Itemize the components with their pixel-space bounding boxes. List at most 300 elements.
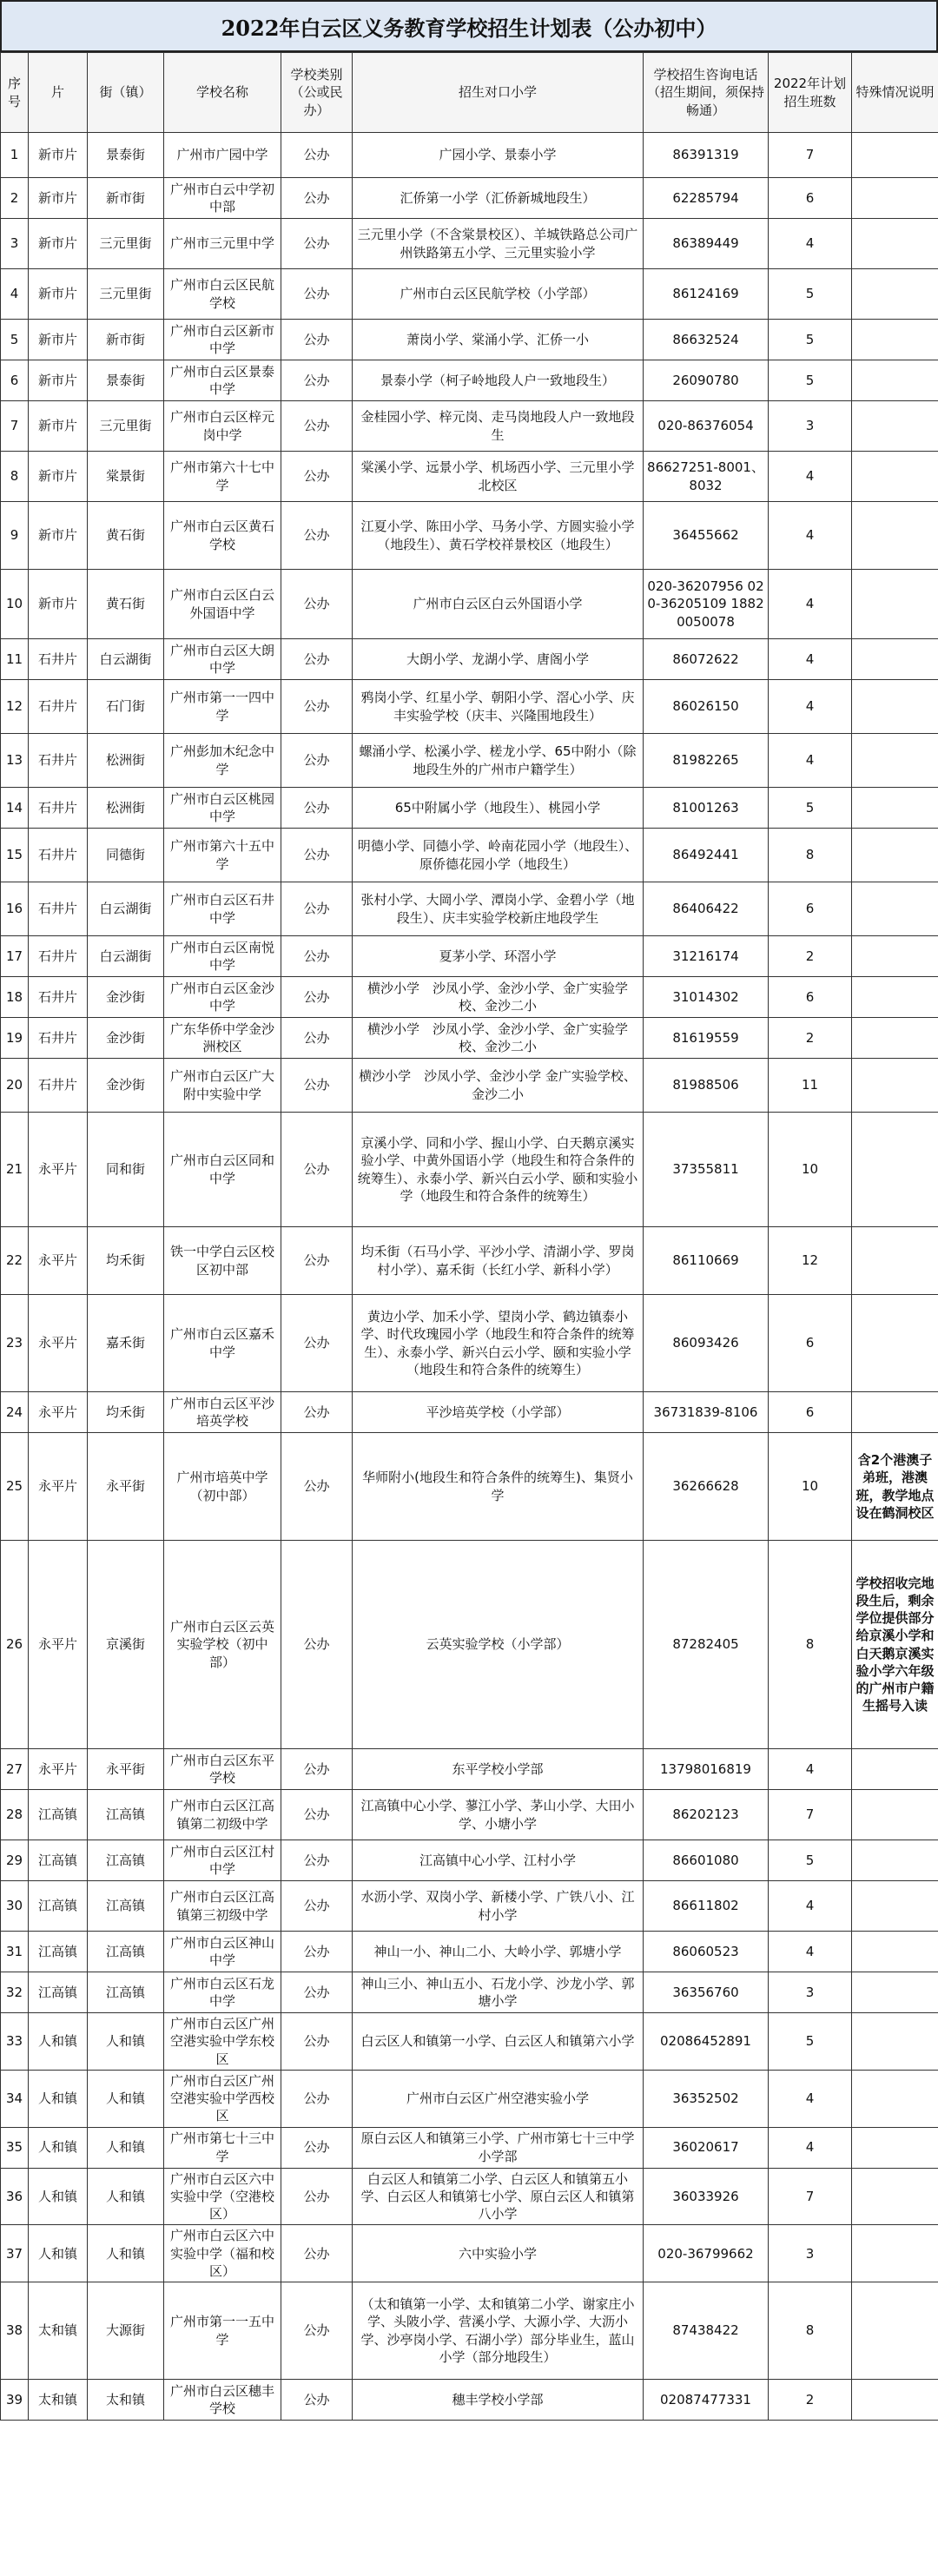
cell-primary: 景泰小学（柯子岭地段人户一致地段生）	[353, 360, 644, 401]
cell-jie: 三元里街	[88, 219, 164, 269]
cell-classes: 4	[769, 680, 852, 734]
cell-classes: 3	[769, 401, 852, 452]
cell-phone: 31216174	[644, 936, 769, 977]
cell-primary: 汇侨第一小学（汇侨新城地段生）	[353, 178, 644, 219]
cell-no: 8	[1, 452, 29, 502]
table-row	[1, 2380, 938, 2421]
cell-jie: 新市街	[88, 178, 164, 219]
cell-primary: 夏茅小学、环滘小学	[353, 936, 644, 977]
cell-primary: 三元里小学（不含棠景校区）、羊城铁路总公司广州铁路第五小学、三元里实验小学	[353, 219, 644, 269]
cell-jie: 人和镇	[88, 2013, 164, 2071]
title-bar	[0, 0, 938, 52]
cell-phone: 36266628	[644, 1433, 769, 1541]
cell-primary: 棠溪小学、远景小学、机场西小学、三元里小学北校区	[353, 452, 644, 502]
cell-pian: 石井片	[29, 829, 88, 882]
cell-type: 公办	[281, 1790, 353, 1840]
cell-jie: 新市街	[88, 320, 164, 360]
header-pian: 片	[29, 53, 88, 133]
cell-pian: 石井片	[29, 734, 88, 788]
cell-type: 公办	[281, 2013, 353, 2071]
cell-phone: 86611802	[644, 1881, 769, 1932]
cell-pian: 石井片	[29, 936, 88, 977]
table-row	[1, 570, 938, 639]
cell-type: 公办	[281, 452, 353, 502]
cell-phone: 86406422	[644, 882, 769, 936]
cell-jie: 江高镇	[88, 1932, 164, 1972]
cell-school: 广州市第一一五中学	[164, 2282, 281, 2380]
table-row	[1, 1932, 938, 1972]
cell-classes: 6	[769, 1392, 852, 1433]
cell-no: 22	[1, 1227, 29, 1295]
cell-school: 广州市第六十五中学	[164, 829, 281, 882]
cell-school: 广州市第七十三中学	[164, 2127, 281, 2168]
cell-note	[852, 2070, 938, 2127]
cell-school: 广州市广园中学	[164, 133, 281, 178]
cell-no: 25	[1, 1433, 29, 1541]
cell-classes: 2	[769, 1018, 852, 1059]
cell-school: 广州市白云区穗丰学校	[164, 2380, 281, 2421]
cell-pian: 新市片	[29, 219, 88, 269]
cell-primary: 均禾街（石马小学、平沙小学、清湖小学、罗岗村小学）、嘉禾街（长红小学、新科小学）	[353, 1227, 644, 1295]
cell-note	[852, 639, 938, 680]
cell-no: 13	[1, 734, 29, 788]
cell-classes: 8	[769, 829, 852, 882]
cell-type: 公办	[281, 1881, 353, 1932]
cell-type: 公办	[281, 1059, 353, 1113]
cell-note	[852, 1113, 938, 1227]
cell-type: 公办	[281, 1840, 353, 1881]
cell-phone: 36731839-8106	[644, 1392, 769, 1433]
cell-type: 公办	[281, 1541, 353, 1749]
cell-classes: 3	[769, 2225, 852, 2282]
cell-jie: 景泰街	[88, 133, 164, 178]
cell-jie: 松洲街	[88, 734, 164, 788]
cell-type: 公办	[281, 1749, 353, 1790]
cell-phone: 31014302	[644, 977, 769, 1018]
cell-primary: 江高镇中心小学、江村小学	[353, 1840, 644, 1881]
cell-pian: 新市片	[29, 502, 88, 570]
table-row	[1, 1018, 938, 1059]
cell-type: 公办	[281, 502, 353, 570]
cell-type: 公办	[281, 320, 353, 360]
cell-classes: 3	[769, 1972, 852, 2013]
table-row	[1, 320, 938, 360]
cell-phone: 020-86376054	[644, 401, 769, 452]
cell-no: 28	[1, 1790, 29, 1840]
cell-classes: 4	[769, 1932, 852, 1972]
cell-pian: 石井片	[29, 639, 88, 680]
cell-phone: 86072622	[644, 639, 769, 680]
cell-type: 公办	[281, 2380, 353, 2421]
cell-primary: 黄边小学、加禾小学、望岗小学、鹤边镇泰小学、时代玫瑰园小学（地段生和符合条件的统筹生）、永泰小学、新兴白云小学、颐和实验小学（地段生和符合条件的统筹生）	[353, 1295, 644, 1392]
cell-note	[852, 2282, 938, 2380]
cell-no: 29	[1, 1840, 29, 1881]
cell-phone: 86389449	[644, 219, 769, 269]
cell-no: 31	[1, 1932, 29, 1972]
cell-pian: 太和镇	[29, 2282, 88, 2380]
table-header-row	[1, 53, 938, 133]
cell-pian: 新市片	[29, 452, 88, 502]
cell-school: 广州市白云区大朗中学	[164, 639, 281, 680]
cell-pian: 石井片	[29, 1018, 88, 1059]
header-jie: 街（镇）	[88, 53, 164, 133]
table-row	[1, 178, 938, 219]
header-type: 学校类别（公或民办）	[281, 53, 353, 133]
table-row	[1, 1295, 938, 1392]
cell-classes: 4	[769, 570, 852, 639]
cell-note	[852, 829, 938, 882]
cell-pian: 人和镇	[29, 2013, 88, 2071]
cell-jie: 人和镇	[88, 2127, 164, 2168]
cell-classes: 4	[769, 2127, 852, 2168]
cell-no: 38	[1, 2282, 29, 2380]
cell-jie: 江高镇	[88, 1840, 164, 1881]
cell-school: 广州市白云区桃园中学	[164, 788, 281, 829]
header-note: 特殊情况说明	[852, 53, 938, 133]
cell-primary: 横沙小学 沙凤小学、金沙小学、金广实验学校、金沙二小	[353, 977, 644, 1018]
cell-note	[852, 1881, 938, 1932]
cell-school: 广州市白云区南悦中学	[164, 936, 281, 977]
cell-classes: 8	[769, 1541, 852, 1749]
cell-no: 18	[1, 977, 29, 1018]
cell-phone: 86627251-8001、8032	[644, 452, 769, 502]
cell-note	[852, 788, 938, 829]
cell-no: 4	[1, 269, 29, 320]
table-row	[1, 1541, 938, 1749]
cell-note	[852, 1749, 938, 1790]
cell-phone: 26090780	[644, 360, 769, 401]
cell-type: 公办	[281, 639, 353, 680]
cell-phone: 36356760	[644, 1972, 769, 2013]
cell-jie: 黄石街	[88, 502, 164, 570]
cell-no: 34	[1, 2070, 29, 2127]
cell-primary: 广州市白云区民航学校（小学部）	[353, 269, 644, 320]
cell-school: 广州彭加木纪念中学	[164, 734, 281, 788]
table-row	[1, 2127, 938, 2168]
table-row	[1, 219, 938, 269]
cell-school: 广州市白云区景泰中学	[164, 360, 281, 401]
cell-phone: 13798016819	[644, 1749, 769, 1790]
table-row	[1, 680, 938, 734]
cell-pian: 江高镇	[29, 1790, 88, 1840]
cell-school: 广州市白云区民航学校	[164, 269, 281, 320]
cell-jie: 同和街	[88, 1113, 164, 1227]
cell-no: 15	[1, 829, 29, 882]
cell-pian: 江高镇	[29, 1932, 88, 1972]
cell-note	[852, 1059, 938, 1113]
table-row	[1, 452, 938, 502]
cell-phone: 86093426	[644, 1295, 769, 1392]
cell-note	[852, 2127, 938, 2168]
cell-type: 公办	[281, 977, 353, 1018]
cell-no: 9	[1, 502, 29, 570]
cell-note	[852, 570, 938, 639]
header-primary: 招生对口小学	[353, 53, 644, 133]
cell-school: 广州市白云区新市中学	[164, 320, 281, 360]
cell-no: 5	[1, 320, 29, 360]
cell-type: 公办	[281, 360, 353, 401]
cell-classes: 2	[769, 2380, 852, 2421]
table-row	[1, 977, 938, 1018]
cell-primary: 穗丰学校小学部	[353, 2380, 644, 2421]
cell-jie: 白云湖街	[88, 936, 164, 977]
cell-type: 公办	[281, 1295, 353, 1392]
cell-school: 广州市白云区石龙中学	[164, 1972, 281, 2013]
cell-primary: 金桂园小学、梓元岗、走马岗地段人户一致地段生	[353, 401, 644, 452]
cell-jie: 嘉禾街	[88, 1295, 164, 1392]
cell-primary: 萧岗小学、棠涌小学、汇侨一小	[353, 320, 644, 360]
cell-pian: 新市片	[29, 570, 88, 639]
cell-school: 广州市白云区白云外国语中学	[164, 570, 281, 639]
cell-note	[852, 2168, 938, 2225]
cell-classes: 7	[769, 2168, 852, 2225]
cell-note	[852, 502, 938, 570]
cell-jie: 人和镇	[88, 2070, 164, 2127]
cell-primary: 横沙小学 沙凤小学、金沙小学、金广实验学校、金沙二小	[353, 1018, 644, 1059]
cell-pian: 石井片	[29, 977, 88, 1018]
cell-primary: 螺涌小学、松溪小学、槎龙小学、65中附小（除地段生外的广州市户籍学生）	[353, 734, 644, 788]
cell-primary: 东平学校小学部	[353, 1749, 644, 1790]
cell-pian: 新市片	[29, 269, 88, 320]
cell-pian: 人和镇	[29, 2168, 88, 2225]
cell-pian: 永平片	[29, 1295, 88, 1392]
cell-note	[852, 1227, 938, 1295]
cell-note	[852, 452, 938, 502]
cell-jie: 永平街	[88, 1749, 164, 1790]
cell-primary: 白云区人和镇第一小学、白云区人和镇第六小学	[353, 2013, 644, 2071]
cell-primary: 平沙培英学校（小学部）	[353, 1392, 644, 1433]
cell-no: 7	[1, 401, 29, 452]
cell-no: 23	[1, 1295, 29, 1392]
cell-school: 广州市白云区同和中学	[164, 1113, 281, 1227]
cell-pian: 新市片	[29, 178, 88, 219]
cell-primary: 江夏小学、陈田小学、马务小学、方圆实验小学（地段生）、黄石学校祥景校区（地段生）	[353, 502, 644, 570]
cell-primary: 水沥小学、双岗小学、新楼小学、广铁八小、江村小学	[353, 1881, 644, 1932]
cell-classes: 5	[769, 360, 852, 401]
table-row	[1, 1059, 938, 1113]
cell-phone: 86632524	[644, 320, 769, 360]
cell-jie: 人和镇	[88, 2225, 164, 2282]
cell-pian: 江高镇	[29, 1972, 88, 2013]
cell-type: 公办	[281, 133, 353, 178]
cell-phone: 86124169	[644, 269, 769, 320]
cell-no: 3	[1, 219, 29, 269]
cell-primary: 65中附属小学（地段生）、桃园小学	[353, 788, 644, 829]
cell-primary: 华师附小(地段生和符合条件的统筹生)、集贤小学	[353, 1433, 644, 1541]
cell-type: 公办	[281, 936, 353, 977]
cell-no: 11	[1, 639, 29, 680]
cell-note	[852, 2380, 938, 2421]
cell-no: 33	[1, 2013, 29, 2071]
table-row	[1, 2070, 938, 2127]
cell-jie: 均禾街	[88, 1227, 164, 1295]
cell-note	[852, 178, 938, 219]
cell-school: 广州市白云区嘉禾中学	[164, 1295, 281, 1392]
cell-jie: 棠景街	[88, 452, 164, 502]
cell-school: 广州市白云区神山中学	[164, 1932, 281, 1972]
cell-pian: 永平片	[29, 1227, 88, 1295]
cell-jie: 大源街	[88, 2282, 164, 2380]
cell-no: 20	[1, 1059, 29, 1113]
cell-type: 公办	[281, 1433, 353, 1541]
cell-type: 公办	[281, 1972, 353, 2013]
cell-no: 21	[1, 1113, 29, 1227]
cell-note	[852, 320, 938, 360]
cell-jie: 白云湖街	[88, 882, 164, 936]
cell-jie: 景泰街	[88, 360, 164, 401]
table-row	[1, 360, 938, 401]
cell-phone: 86110669	[644, 1227, 769, 1295]
cell-note	[852, 680, 938, 734]
cell-note	[852, 401, 938, 452]
cell-no: 36	[1, 2168, 29, 2225]
cell-pian: 太和镇	[29, 2380, 88, 2421]
cell-school: 广州市白云区云英实验学校（初中部）	[164, 1541, 281, 1749]
cell-phone: 86060523	[644, 1932, 769, 1972]
cell-classes: 4	[769, 1749, 852, 1790]
cell-jie: 三元里街	[88, 401, 164, 452]
cell-no: 32	[1, 1972, 29, 2013]
cell-pian: 江高镇	[29, 1840, 88, 1881]
table-body	[1, 133, 938, 2421]
table-row	[1, 1113, 938, 1227]
cell-no: 17	[1, 936, 29, 977]
cell-classes: 8	[769, 2282, 852, 2380]
cell-classes: 10	[769, 1433, 852, 1541]
cell-type: 公办	[281, 570, 353, 639]
cell-school: 广州市白云区石井中学	[164, 882, 281, 936]
cell-jie: 永平街	[88, 1433, 164, 1541]
cell-note	[852, 2013, 938, 2071]
cell-type: 公办	[281, 788, 353, 829]
cell-pian: 新市片	[29, 320, 88, 360]
table-row	[1, 1227, 938, 1295]
cell-classes: 12	[769, 1227, 852, 1295]
cell-jie: 石门街	[88, 680, 164, 734]
cell-phone: 81619559	[644, 1018, 769, 1059]
cell-pian: 石井片	[29, 680, 88, 734]
cell-note	[852, 936, 938, 977]
enrollment-table	[0, 52, 938, 2421]
cell-type: 公办	[281, 401, 353, 452]
cell-type: 公办	[281, 829, 353, 882]
cell-classes: 7	[769, 133, 852, 178]
cell-note: 学校招收完地段生后，剩余学位提供部分给京溪小学和白天鹅京溪实验小学六年级的广州市户籍生摇号入读	[852, 1541, 938, 1749]
cell-primary: 明德小学、同德小学、岭南花园小学（地段生）、原侨德花园小学（地段生）	[353, 829, 644, 882]
cell-classes: 5	[769, 788, 852, 829]
header-phone: 学校招生咨询电话（招生期间，须保持畅通）	[644, 53, 769, 133]
cell-type: 公办	[281, 269, 353, 320]
cell-classes: 10	[769, 1113, 852, 1227]
cell-note	[852, 133, 938, 178]
header-school: 学校名称	[164, 53, 281, 133]
cell-type: 公办	[281, 1227, 353, 1295]
cell-note	[852, 360, 938, 401]
cell-classes: 5	[769, 1840, 852, 1881]
cell-no: 30	[1, 1881, 29, 1932]
cell-phone: 81988506	[644, 1059, 769, 1113]
table-row	[1, 1881, 938, 1932]
cell-type: 公办	[281, 882, 353, 936]
table-row	[1, 1433, 938, 1541]
cell-note	[852, 1932, 938, 1972]
cell-school: 广州市第一一四中学	[164, 680, 281, 734]
cell-type: 公办	[281, 178, 353, 219]
cell-jie: 均禾街	[88, 1392, 164, 1433]
cell-pian: 人和镇	[29, 2225, 88, 2282]
cell-phone: 020-36207956 020-36205109 18820050078	[644, 570, 769, 639]
cell-note	[852, 1018, 938, 1059]
cell-no: 1	[1, 133, 29, 178]
cell-pian: 永平片	[29, 1749, 88, 1790]
cell-school: 广州市白云区金沙中学	[164, 977, 281, 1018]
cell-no: 24	[1, 1392, 29, 1433]
cell-note	[852, 882, 938, 936]
cell-jie: 京溪街	[88, 1541, 164, 1749]
table-row	[1, 502, 938, 570]
cell-jie: 金沙街	[88, 1059, 164, 1113]
table-row	[1, 788, 938, 829]
cell-classes: 4	[769, 502, 852, 570]
cell-type: 公办	[281, 1113, 353, 1227]
cell-jie: 金沙街	[88, 1018, 164, 1059]
cell-phone: 02086452891	[644, 2013, 769, 2071]
cell-primary: 横沙小学 沙凤小学、金沙小学 金广实验学校、金沙二小	[353, 1059, 644, 1113]
cell-note: 含2个港澳子弟班，港澳班，教学地点设在鹤洞校区	[852, 1433, 938, 1541]
table-row	[1, 1840, 938, 1881]
cell-classes: 4	[769, 639, 852, 680]
table-row	[1, 1392, 938, 1433]
cell-pian: 永平片	[29, 1392, 88, 1433]
table-row	[1, 2168, 938, 2225]
cell-no: 19	[1, 1018, 29, 1059]
cell-classes: 6	[769, 178, 852, 219]
cell-pian: 江高镇	[29, 1881, 88, 1932]
cell-phone: 86492441	[644, 829, 769, 882]
table-row	[1, 1790, 938, 1840]
cell-note	[852, 1972, 938, 2013]
cell-type: 公办	[281, 1392, 353, 1433]
table-row	[1, 829, 938, 882]
table-row	[1, 401, 938, 452]
cell-jie: 人和镇	[88, 2168, 164, 2225]
cell-pian: 永平片	[29, 1433, 88, 1541]
cell-jie: 太和镇	[88, 2380, 164, 2421]
cell-classes: 4	[769, 2070, 852, 2127]
table-row	[1, 734, 938, 788]
cell-school: 广州市白云区江高镇第二初级中学	[164, 1790, 281, 1840]
cell-classes: 6	[769, 882, 852, 936]
cell-phone: 020-36799662	[644, 2225, 769, 2282]
table-row	[1, 1749, 938, 1790]
cell-primary: 原白云区人和镇第三小学、广州市第七十三中学小学部	[353, 2127, 644, 2168]
cell-note	[852, 269, 938, 320]
cell-jie: 三元里街	[88, 269, 164, 320]
cell-primary: （太和镇第一小学、太和镇第二小学、谢家庄小学、头陂小学、营溪小学、大源小学、大沥小学、沙亭岗小学、石湖小学）部分毕业生，蓝山小学（部分地段生）	[353, 2282, 644, 2380]
cell-classes: 4	[769, 452, 852, 502]
cell-type: 公办	[281, 219, 353, 269]
cell-phone: 87438422	[644, 2282, 769, 2380]
cell-primary: 神山三小、神山五小、石龙小学、沙龙小学、郭塘小学	[353, 1972, 644, 2013]
cell-phone: 87282405	[644, 1541, 769, 1749]
cell-school: 广州市三元里中学	[164, 219, 281, 269]
cell-type: 公办	[281, 2225, 353, 2282]
cell-no: 37	[1, 2225, 29, 2282]
cell-school: 广州市白云区广州空港实验中学东校区	[164, 2013, 281, 2071]
cell-school: 广州市白云区梓元岗中学	[164, 401, 281, 452]
cell-phone: 36352502	[644, 2070, 769, 2127]
cell-school: 广州市白云区平沙培英学校	[164, 1392, 281, 1433]
